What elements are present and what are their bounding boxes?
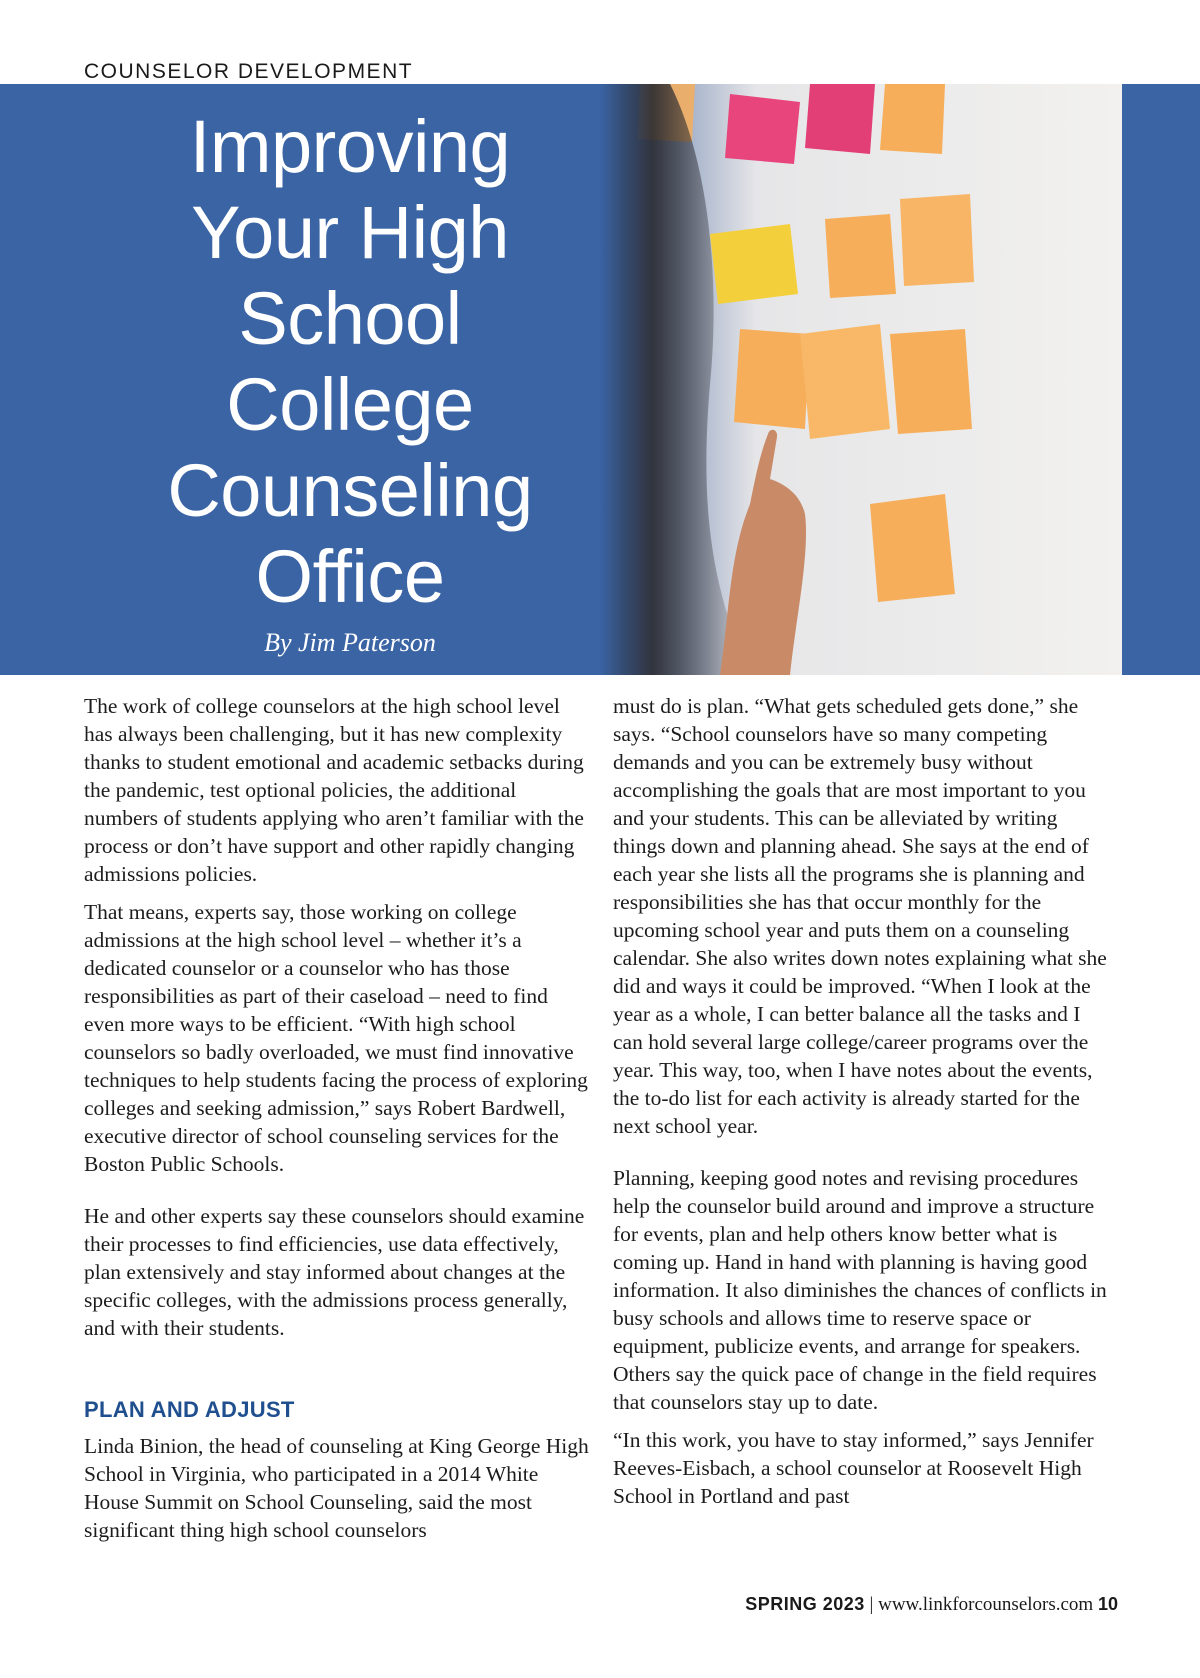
hero-banner <box>0 84 1200 675</box>
title-line: Improving <box>189 105 511 188</box>
title-line: Office <box>255 535 445 618</box>
sticky-notes-photo <box>600 84 1122 675</box>
byline: By Jim Paterson <box>264 628 436 657</box>
title-line: Your High <box>191 191 509 274</box>
section-label: COUNSELOR DEVELOPMENT <box>84 60 414 83</box>
body-paragraph: He and other experts say these counselors should examine their processes to find efficiencies, use data effectively, plan extensively and stay informed about changes at the specific colleges, with the admissions process generally, and with their students. <box>84 1204 585 1340</box>
body-paragraph: The work of college counselors at the high school level has always been challenging, but it has new complexity thanks to student emotional and academic setbacks during the pandemic, test optional policies, the additional numbers of students applying who aren’t familiar with the process or don’t have support and other rapidly changing admissions policies. <box>84 694 584 886</box>
article-title <box>110 104 590 658</box>
body-paragraph: That means, experts say, those working on college admissions at the high school level – whether it’s a dedicated counselor or a counselor who has those responsibilities as part of their caseload – need to find even more ways to be efficient. “With high school counselors so badly overloaded, we must find innovative techniques to help students facing the process of exploring colleges and seeking admission,” says Robert Bardwell, executive director of school counseling services for the Boston Public Schools. <box>84 900 588 1176</box>
body-paragraph: must do is plan. “What gets scheduled gets done,” she says. “School counselors have so many competing demands and you can be extremely busy without accomplishing the goals that are most important to you and your students. This can be alleviated by writing things down and planning ahead. She says at the end of each year she lists all the programs she is planning and responsibilities she has that occur monthly for the upcoming school year and puts them on a counseling calendar. She also writes down notes explaining what she did and ways it could be improved. “When I look at the year as a whole, I can better balance all the tasks and I can hold several large college/career programs over the year. This way, too, when I have notes about the events, the to-do list for each activity is already started for the next school year. <box>613 694 1107 1138</box>
issue-label: SPRING 2023 <box>745 1594 865 1614</box>
footer-separator: | <box>869 1594 874 1615</box>
page-footer <box>745 1594 1118 1616</box>
left-column <box>84 692 589 1554</box>
title-line: College <box>226 363 474 446</box>
body-paragraph: “In this work, you have to stay informed,” says Jennifer Reeves-Eisbach, a school counselor at Roosevelt High School in Portland and past <box>613 1428 1094 1508</box>
title-line: School <box>238 277 462 360</box>
page-number: 10 <box>1097 1594 1118 1614</box>
body-paragraph: Planning, keeping good notes and revising procedures help the counselor build around and improve a structure for events, plan and help others know better what is coming up. Hand in hand with planning is having good information. It also diminishes the chances of conflicts in busy schools and allows time to reserve space or equipment, publicize events, and arrange for speakers. Others say the quick pace of change in the field requires that counselors stay up to date. <box>613 1166 1107 1414</box>
title-line: Counseling <box>167 449 533 532</box>
section-subhead: PLAN AND ADJUST <box>84 1397 295 1422</box>
website-url: www.linkforcounselors.com <box>878 1594 1094 1615</box>
body-paragraph: Linda Binion, the head of counseling at King George High School in Virginia, who participated in a 2014 White House Summit on School Counseling, said the most significant thing high school counselors <box>84 1434 589 1542</box>
right-column <box>613 692 1113 1520</box>
